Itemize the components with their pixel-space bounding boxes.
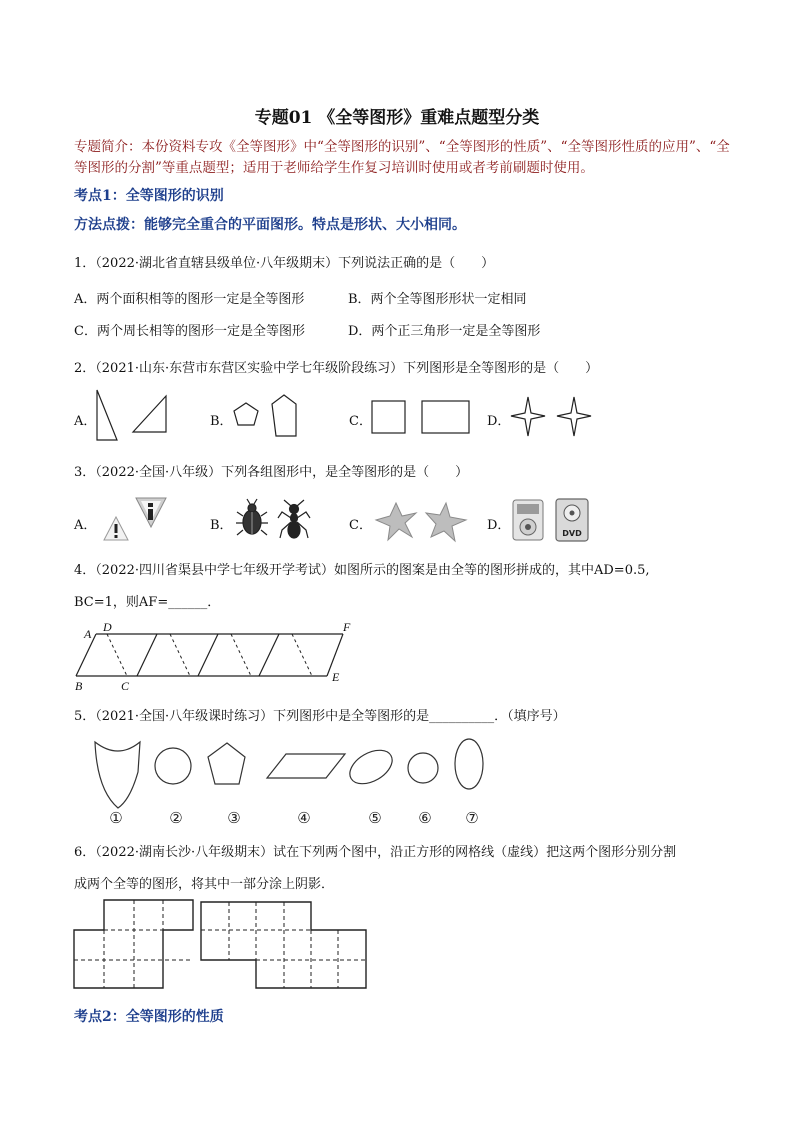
- page-title: 专题01 《全等图形》重难点题型分类: [254, 108, 540, 128]
- question-5-stem: 5．（2021·全国·八年级课时练习）下列图形中是全等图形的是__________．（填序号）: [74, 709, 566, 724]
- question-1-option-b: B．两个全等图形形状一定相同: [348, 292, 527, 307]
- question-2-label-d: D．: [487, 414, 511, 429]
- q4-point-a: A: [84, 627, 92, 641]
- question-2-label-b: B．: [210, 414, 233, 429]
- question-2-stem: 2．（2021·山东·东营市东营区实验中学七年级阶段练习）下列图形是全等图形的是（ ）: [74, 361, 599, 376]
- q5-number-1: ①: [109, 809, 123, 827]
- question-6-stem-line-2: 成两个全等的图形，将其中一部分涂上阴影．: [74, 877, 335, 892]
- question-3-stem: 3．（2022·全国·八年级）下列各组图形中，是全等图形的是（ ）: [74, 465, 469, 480]
- question-3-label-b: B．: [210, 518, 233, 533]
- section-heading-1: 考点1：全等图形的识别: [74, 188, 224, 204]
- question-4-stem-line-2: BC=1，则AF=______．: [74, 595, 221, 610]
- question-1-option-d: D．两个正三角形一定是全等图形: [348, 324, 541, 339]
- q5-number-5: ⑤: [368, 809, 382, 827]
- question-1-option-a: A．两个面积相等的图形一定是全等图形: [74, 292, 305, 307]
- question-6-stem-line-1: 6．（2022·湖南长沙·八年级期末）试在下列两个图中，沿正方形的网格线（虚线）把这两个图形分别分割: [74, 845, 677, 860]
- method-tip: 方法点拨：能够完全重合的平面图形。特点是形状、大小相同。: [74, 217, 466, 233]
- question-1-stem: 1．（2022·湖北省直辖县级单位·八年级期末）下列说法正确的是（ ）: [74, 256, 495, 271]
- question-2-label-c: C．: [349, 414, 372, 429]
- question-3-label-d: D．: [487, 518, 511, 533]
- q4-point-e: E: [332, 670, 340, 684]
- q5-number-7: ⑦: [465, 809, 479, 827]
- q4-point-d: D: [103, 620, 112, 634]
- q5-number-2: ②: [169, 809, 183, 827]
- q4-point-f: F: [343, 620, 351, 634]
- section-heading-2: 考点2：全等图形的性质: [74, 1009, 224, 1025]
- question-3-label-c: C．: [349, 518, 372, 533]
- question-4-stem-line-1: 4．（2022·四川省渠县中学七年级开学考试）如图所示的图案是由全等的图形拼成的，其中AD=0.5,: [74, 563, 650, 578]
- question-2-label-a: A．: [74, 414, 97, 429]
- q4-point-b: B: [75, 679, 83, 693]
- question-3-label-a: A．: [74, 518, 97, 533]
- q5-number-4: ④: [297, 809, 311, 827]
- topic-intro: 专题简介：本份资料专攻《全等图形》中“全等图形的识别”、“全等图形的性质”、“全等图形性质的应用”、“全等图形的分割”等重点题型；适用于老师给学生作复习培训时使用或者考前刷题时使用。: [74, 139, 730, 176]
- question-1-option-c: C．两个周长相等的图形一定是全等图形: [74, 324, 305, 339]
- q4-point-c: C: [121, 679, 130, 693]
- q5-number-6: ⑥: [418, 809, 432, 827]
- q3-d-dvd-text: DVD: [562, 529, 582, 538]
- q5-number-3: ③: [227, 809, 241, 827]
